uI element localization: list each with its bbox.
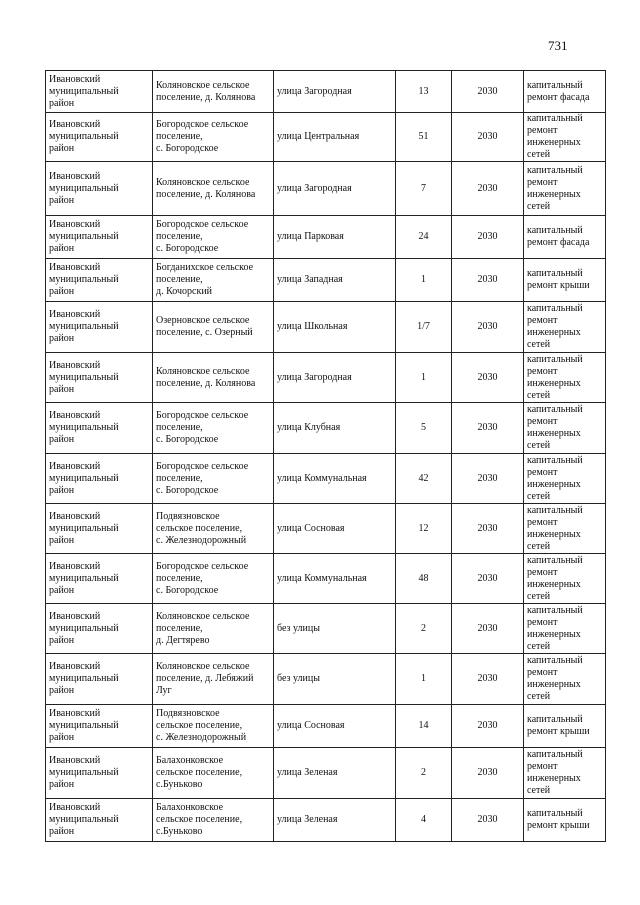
district-cell-text: Ивановский муниципальный район [49, 755, 119, 790]
table-row [46, 554, 606, 604]
year-cell [452, 654, 524, 705]
work-type-cell-text: капитальный ремонт инженерных сетей [527, 303, 583, 350]
street-cell-text: улица Западная [277, 274, 343, 285]
repair-schedule-table [45, 70, 606, 842]
district-cell-text: Ивановский муниципальный район [49, 802, 119, 837]
settlement-cell [153, 216, 274, 259]
district-cell [46, 113, 153, 162]
settlement-cell-text: Балахонковское сельское поселение, с.Буньково [156, 802, 243, 837]
house-number-cell [396, 302, 452, 353]
work-type-cell [524, 504, 606, 554]
district-cell-text: Ивановский муниципальный район [49, 708, 119, 743]
work-type-cell [524, 216, 606, 259]
year-cell-text: 2030 [477, 767, 498, 778]
district-cell [46, 454, 153, 504]
house-number-cell [396, 216, 452, 259]
district-cell-text: Ивановский муниципальный район [49, 309, 119, 344]
district-cell [46, 353, 153, 403]
street-cell [274, 403, 396, 454]
settlement-cell [153, 353, 274, 403]
district-cell-text: Ивановский муниципальный район [49, 170, 119, 206]
house-number-cell-text: 42 [418, 472, 429, 484]
street-cell [274, 162, 396, 216]
work-type-cell-text: капитальный ремонт инженерных сетей [527, 454, 583, 502]
work-type-cell-text: капитальный ремонт инженерных сетей [527, 404, 583, 451]
street-cell [274, 113, 396, 162]
street-cell-text: улица Загородная [277, 182, 352, 194]
page-number: 731 [548, 38, 568, 53]
street-cell [274, 504, 396, 554]
settlement-cell-text: Подвязновское сельское поселение, с. Железнодорожный [156, 708, 247, 743]
street-cell-text: улица Загородная [277, 85, 352, 97]
district-cell-text: Ивановский муниципальный район [49, 119, 119, 154]
district-cell-text: Ивановский муниципальный район [49, 560, 119, 596]
year-cell-text: 2030 [477, 814, 498, 825]
table-row [46, 259, 606, 302]
house-number-cell [396, 353, 452, 403]
work-type-cell [524, 454, 606, 504]
house-number-cell-text: 1/7 [417, 321, 430, 332]
year-cell [452, 705, 524, 748]
settlement-cell [153, 454, 274, 504]
district-cell [46, 654, 153, 705]
settlement-cell-text: Коляновское сельское поселение, д. Дегтярево [156, 610, 250, 646]
district-cell-text: Ивановский муниципальный район [49, 359, 119, 395]
year-cell [452, 71, 524, 113]
street-cell [274, 454, 396, 504]
district-cell [46, 799, 153, 842]
house-number-cell-text: 14 [418, 720, 429, 731]
district-cell-text: Ивановский муниципальный район [49, 219, 119, 254]
settlement-cell [153, 71, 274, 113]
house-number-cell-text: 12 [418, 522, 429, 534]
district-cell [46, 162, 153, 216]
table-row [46, 748, 606, 799]
year-cell [452, 216, 524, 259]
street-cell [274, 353, 396, 403]
work-type-cell [524, 353, 606, 403]
house-number-cell [396, 748, 452, 799]
work-type-cell [524, 259, 606, 302]
year-cell-text: 2030 [477, 182, 498, 194]
year-cell-text: 2030 [477, 673, 498, 684]
street-cell-text: улица Школьная [277, 321, 348, 332]
table-row [46, 403, 606, 454]
year-cell-text: 2030 [477, 321, 498, 332]
house-number-cell [396, 162, 452, 216]
district-cell-text: Ивановский муниципальный район [49, 262, 119, 297]
settlement-cell-text: Богородское сельское поселение, с. Богородское [156, 219, 249, 254]
settlement-cell [153, 705, 274, 748]
settlement-cell [153, 604, 274, 654]
year-cell-text: 2030 [477, 720, 498, 731]
street-cell-text: без улицы [277, 622, 320, 634]
house-number-cell [396, 504, 452, 554]
house-number-cell [396, 71, 452, 113]
work-type-cell [524, 403, 606, 454]
year-cell [452, 403, 524, 454]
district-cell-text: Ивановский муниципальный район [49, 510, 119, 546]
street-cell [274, 799, 396, 842]
street-cell [274, 748, 396, 799]
year-cell [452, 259, 524, 302]
settlement-cell-text: Коляновское сельское поселение, д. Колянова [156, 79, 256, 103]
year-cell-text: 2030 [477, 622, 498, 634]
district-cell [46, 216, 153, 259]
table-row [46, 162, 606, 216]
work-type-cell-text: капитальный ремонт инженерных сетей [527, 554, 583, 602]
work-type-cell [524, 113, 606, 162]
street-cell [274, 554, 396, 604]
house-number-cell-text: 5 [421, 422, 426, 433]
year-cell-text: 2030 [477, 131, 498, 142]
district-cell [46, 604, 153, 654]
settlement-cell [153, 403, 274, 454]
district-cell [46, 403, 153, 454]
street-cell [274, 259, 396, 302]
house-number-cell-text: 1 [421, 673, 426, 684]
year-cell [452, 454, 524, 504]
work-type-cell [524, 554, 606, 604]
table-row [46, 302, 606, 353]
work-type-cell [524, 748, 606, 799]
street-cell-text: улица Загородная [277, 371, 352, 383]
settlement-cell-text: Богородское сельское поселение, с. Богородское [156, 119, 249, 154]
street-cell-text: улица Клубная [277, 422, 341, 433]
work-type-cell-text: капитальный ремонт инженерных сетей [527, 164, 583, 212]
house-number-cell-text: 13 [418, 85, 429, 97]
work-type-cell-text: капитальный ремонт инженерных сетей [527, 113, 583, 160]
house-number-cell-text: 51 [418, 131, 429, 142]
table-row [46, 71, 606, 113]
house-number-cell-text: 24 [418, 231, 429, 242]
house-number-cell [396, 604, 452, 654]
street-cell-text: улица Зеленая [277, 814, 338, 825]
year-cell [452, 604, 524, 654]
house-number-cell-text: 2 [421, 767, 426, 778]
work-type-cell-text: капитальный ремонт инженерных сетей [527, 604, 583, 652]
settlement-cell-text: Коляновское сельское поселение, д. Колянова [156, 176, 256, 200]
year-cell-text: 2030 [477, 371, 498, 383]
street-cell [274, 71, 396, 113]
house-number-cell-text: 48 [418, 572, 429, 584]
settlement-cell [153, 162, 274, 216]
district-cell [46, 71, 153, 113]
street-cell-text: улица Коммунальная [277, 572, 367, 584]
work-type-cell [524, 799, 606, 842]
settlement-cell-text: Богородское сельское поселение, с. Богородское [156, 460, 249, 496]
district-cell [46, 302, 153, 353]
settlement-cell [153, 302, 274, 353]
year-cell-text: 2030 [477, 472, 498, 484]
table-row [46, 799, 606, 842]
table-row [46, 705, 606, 748]
table-row [46, 216, 606, 259]
year-cell-text: 2030 [477, 572, 498, 584]
work-type-cell-text: капитальный ремонт инженерных сетей [527, 749, 583, 796]
year-cell-text: 2030 [477, 274, 498, 285]
district-cell-text: Ивановский муниципальный район [49, 73, 119, 109]
district-cell-text: Ивановский муниципальный район [49, 661, 119, 696]
table-row [46, 113, 606, 162]
house-number-cell [396, 454, 452, 504]
work-type-cell [524, 162, 606, 216]
street-cell-text: улица Сосновая [277, 522, 345, 534]
district-cell [46, 748, 153, 799]
street-cell-text: улица Парковая [277, 231, 344, 242]
settlement-cell [153, 259, 274, 302]
year-cell-text: 2030 [477, 422, 498, 433]
year-cell-text: 2030 [477, 522, 498, 534]
year-cell [452, 554, 524, 604]
street-cell-text: улица Сосновая [277, 720, 345, 731]
work-type-cell-text: капитальный ремонт крыши [527, 808, 590, 831]
settlement-cell-text: Балахонковское сельское поселение, с.Буньково [156, 755, 243, 790]
work-type-cell-text: капитальный ремонт крыши [527, 714, 590, 737]
year-cell-text: 2030 [477, 85, 498, 97]
table-row [46, 454, 606, 504]
settlement-cell [153, 748, 274, 799]
work-type-cell-text: капитальный ремонт инженерных сетей [527, 655, 583, 702]
street-cell-text: улица Коммунальная [277, 472, 367, 484]
year-cell [452, 504, 524, 554]
table-row [46, 504, 606, 554]
house-number-cell [396, 403, 452, 454]
house-number-cell [396, 113, 452, 162]
work-type-cell [524, 705, 606, 748]
table-row [46, 604, 606, 654]
district-cell-text: Ивановский муниципальный район [49, 410, 119, 445]
settlement-cell-text: Коляновское сельское поселение, д. Колянова [156, 365, 256, 389]
year-cell [452, 748, 524, 799]
house-number-cell-text: 4 [421, 814, 426, 825]
settlement-cell [153, 799, 274, 842]
street-cell [274, 654, 396, 705]
table-row [46, 654, 606, 705]
table-row [46, 353, 606, 403]
district-cell [46, 705, 153, 748]
district-cell-text: Ивановский муниципальный район [49, 460, 119, 496]
year-cell [452, 353, 524, 403]
settlement-cell-text: Коляновское сельское поселение, д. Лебяжий Луг [156, 661, 254, 696]
street-cell [274, 604, 396, 654]
work-type-cell [524, 71, 606, 113]
settlement-cell-text: Богородское сельское поселение, с. Богородское [156, 410, 249, 445]
work-type-cell [524, 654, 606, 705]
district-cell [46, 259, 153, 302]
work-type-cell-text: капитальный ремонт крыши [527, 268, 590, 291]
work-type-cell [524, 604, 606, 654]
street-cell-text: улица Центральная [277, 131, 360, 142]
house-number-cell [396, 259, 452, 302]
street-cell-text: улица Зеленая [277, 767, 338, 778]
table-body [46, 71, 606, 842]
year-cell [452, 162, 524, 216]
settlement-cell-text: Подвязновское сельское поселение, с. Железнодорожный [156, 510, 247, 546]
district-cell-text: Ивановский муниципальный район [49, 610, 119, 646]
settlement-cell-text: Богородское сельское поселение, с. Богородское [156, 560, 249, 596]
house-number-cell [396, 654, 452, 705]
work-type-cell [524, 302, 606, 353]
year-cell [452, 799, 524, 842]
street-cell [274, 705, 396, 748]
street-cell [274, 216, 396, 259]
house-number-cell-text: 7 [421, 182, 426, 194]
district-cell [46, 554, 153, 604]
year-cell [452, 113, 524, 162]
street-cell [274, 302, 396, 353]
year-cell [452, 302, 524, 353]
year-cell-text: 2030 [477, 231, 498, 242]
work-type-cell-text: капитальный ремонт фасада [527, 79, 590, 103]
house-number-cell [396, 799, 452, 842]
settlement-cell [153, 504, 274, 554]
work-type-cell-text: капитальный ремонт инженерных сетей [527, 353, 583, 401]
house-number-cell [396, 705, 452, 748]
settlement-cell-text: Богданихское сельское поселение, д. Кочорский [156, 262, 254, 297]
settlement-cell [153, 554, 274, 604]
street-cell-text: без улицы [277, 673, 320, 684]
settlement-cell [153, 654, 274, 705]
house-number-cell-text: 2 [421, 622, 426, 634]
settlement-cell [153, 113, 274, 162]
work-type-cell-text: капитальный ремонт фасада [527, 225, 590, 248]
work-type-cell-text: капитальный ремонт инженерных сетей [527, 504, 583, 552]
house-number-cell [396, 554, 452, 604]
house-number-cell-text: 1 [421, 371, 426, 383]
house-number-cell-text: 1 [421, 274, 426, 285]
settlement-cell-text: Озерновское сельское поселение, с. Озерный [156, 315, 253, 338]
district-cell [46, 504, 153, 554]
